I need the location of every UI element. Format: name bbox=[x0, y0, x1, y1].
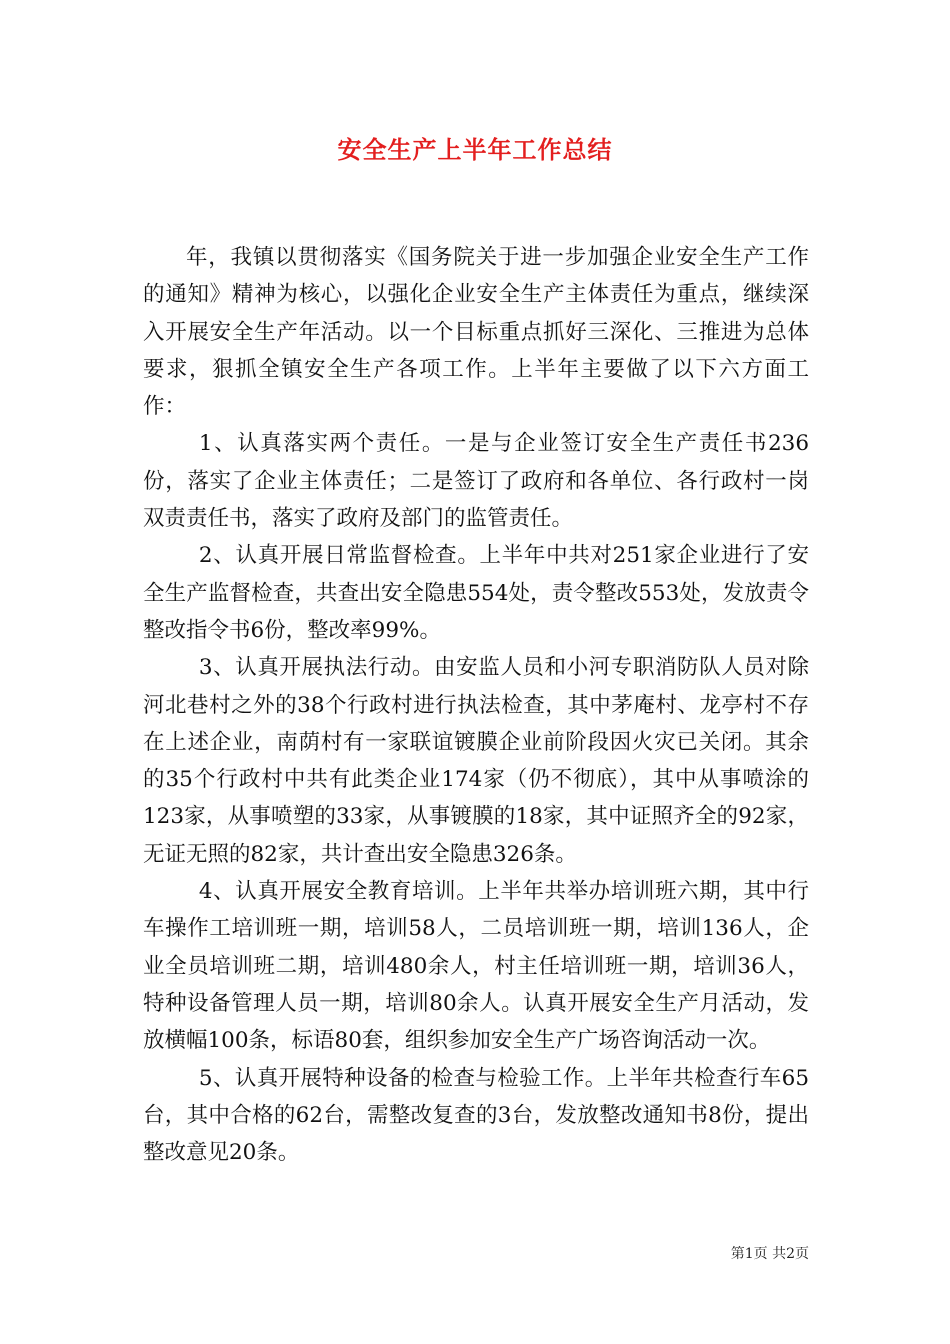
item-paragraph-2: 2、认真开展日常监督检查。上半年中共对251家企业进行了安全生产监督检查，共查出安全隐患554处，责令整改553处，发放责令整改指令书6份，整改率99%。 bbox=[143, 543, 809, 643]
page-number: 第1页 共2页 bbox=[730, 1246, 809, 1262]
item-paragraph-5: 5、认真开展特种设备的检查与检验工作。上半年共检查行车65台，其中合格的62台，需整改复查的3台，发放整改通知书8份，提出整改意见20条。 bbox=[143, 1065, 809, 1166]
item-paragraph-1: 1、认真落实两个责任。一是与企业签订安全生产责任书236份，落实了企业主体责任；二是签订了政府和各单位、各行政村一岗双责责任书，落实了政府及部门的监管责任。 bbox=[143, 431, 809, 532]
document-body bbox=[143, 239, 809, 1171]
intro-paragraph: 年，我镇以贯彻落实《国务院关于进一步加强企业安全生产工作的通知》精神为核心，以强化企业安全生产主体责任为重点，继续深入开展安全生产年活动。以一个目标重点抓好三深化、三推进为总体要求，狠抓全镇安全生产各项工作。上半年主要做了以下六方面工作： bbox=[143, 245, 809, 420]
item-paragraph-4: 4、认真开展安全教育培训。上半年共举办培训班六期，其中行车操作工培训班一期，培训58人，二员培训班一期，培训136人，企业全员培训班二期，培训480余人，村主任培训班一期，培训36人，特种设备管理人员一期，培训80余人。认真开展安全生产月活动，发放横幅100条，标语80套，组织参加安全生产广场咨询活动一次。 bbox=[143, 879, 809, 1054]
document-title: 安全生产上半年工作总结 bbox=[337, 135, 613, 164]
item-paragraph-3: 3、认真开展执法行动。由安监人员和小河专职消防队人员对除河北巷村之外的38个行政村进行执法检查，其中茅庵村、龙亭村不存在上述企业，南荫村有一家联谊镀膜企业前阶段因火灾已关闭。其余的35个行政村中共有此类企业174家（仍不彻底），其中从事喷涂的123家，从事喷塑的33家，从事镀膜的18家，其中证照齐全的92家，无证无照的82家，共计查出安全隐患326条。 bbox=[143, 655, 809, 867]
